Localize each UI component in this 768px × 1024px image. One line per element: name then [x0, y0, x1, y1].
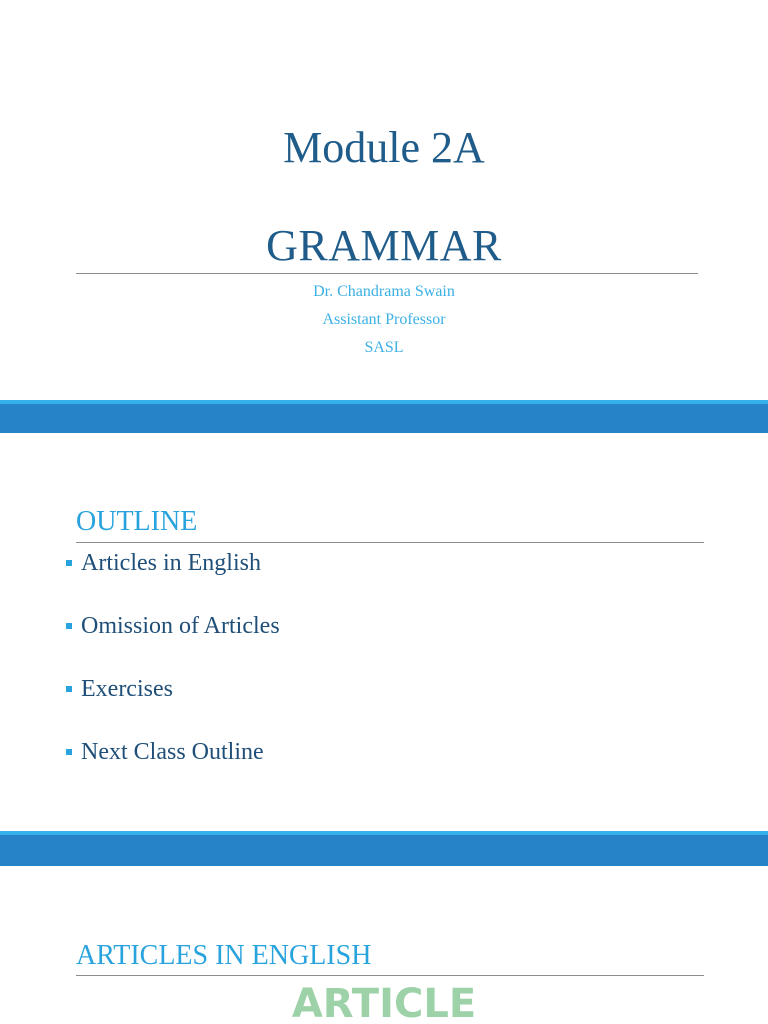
- outline-slide: [0, 433, 768, 831]
- outline-heading: OUTLINE: [76, 506, 198, 537]
- square-bullet-icon: [66, 623, 72, 629]
- slide-title: Module 2A: [283, 123, 485, 172]
- title-slide: [0, 0, 768, 400]
- outline-bullet-1: [66, 548, 261, 578]
- author-institution: SASL: [364, 339, 404, 356]
- square-bullet-icon: [66, 686, 72, 692]
- slide-subtitle: GRAMMAR: [266, 221, 502, 270]
- outline-bullet-text: Exercises: [81, 676, 173, 702]
- articles-divider: [76, 975, 704, 976]
- articles-slide: [0, 866, 768, 1024]
- title-divider: [76, 273, 698, 274]
- outline-bullet-3: [66, 674, 173, 704]
- square-bullet-icon: [66, 560, 72, 566]
- author-position: Assistant Professor: [322, 311, 446, 328]
- outline-bullet-2: [66, 611, 280, 641]
- slide-separator-band: [0, 831, 768, 866]
- article-big-word: ARTICLE: [291, 981, 477, 1024]
- outline-bullet-text: Next Class Outline: [81, 739, 264, 765]
- articles-heading: ARTICLES IN ENGLISH: [76, 940, 372, 971]
- outline-divider: [76, 542, 704, 543]
- outline-bullet-4: [66, 737, 264, 767]
- slide-separator-band: [0, 400, 768, 433]
- outline-bullet-text: Articles in English: [81, 550, 261, 576]
- separator-bar: [0, 835, 768, 866]
- outline-bullet-text: Omission of Articles: [81, 613, 280, 639]
- author-name: Dr. Chandrama Swain: [313, 283, 455, 300]
- separator-bar: [0, 404, 768, 433]
- square-bullet-icon: [66, 749, 72, 755]
